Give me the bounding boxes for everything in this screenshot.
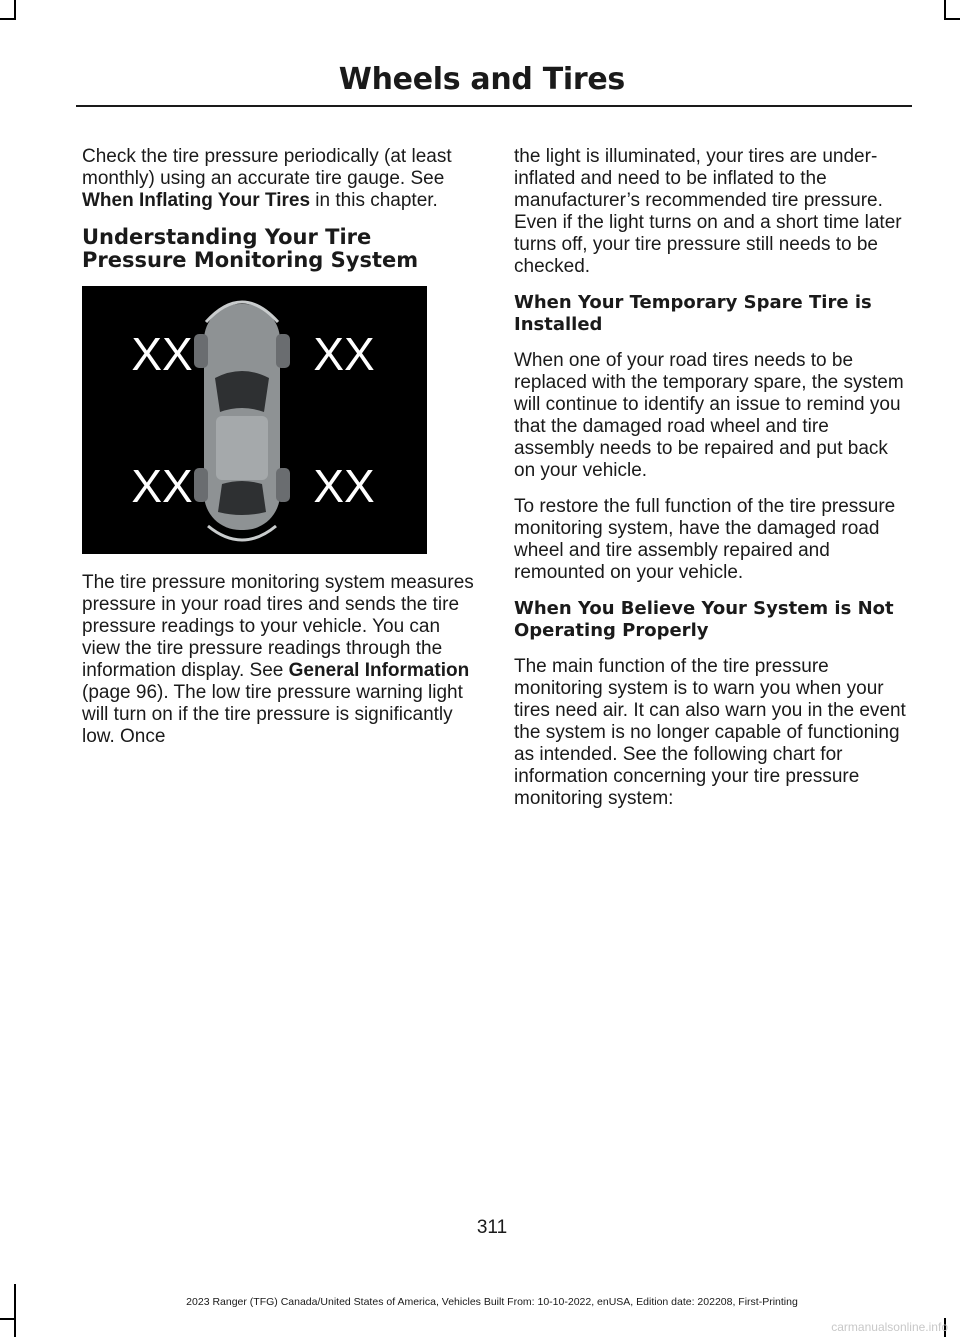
right-column <box>514 146 908 824</box>
cross-reference: When Inflating Your Tires <box>82 190 311 211</box>
tire-pressure-rear-right: XX <box>313 460 375 512</box>
crop-mark <box>0 1318 16 1320</box>
paragraph: To restore the full function of the tire pressure monitoring system, have the damaged road wheel and tire assembly repaired and remounted on your vehicle. <box>514 496 896 583</box>
crop-mark <box>14 1284 16 1337</box>
header-divider <box>76 105 912 107</box>
paragraph: the light is illuminated, your tires are under-inflated and need to be inflated to the manufacturer’s recommended tire pressure. Even if the light turns on and a short time later turns off, your tire pressure still needs to be checked. <box>514 146 902 277</box>
page-title: Wheels and Tires <box>338 62 625 97</box>
section-heading: Understanding Your Tire Pressure Monitoring System <box>82 225 419 272</box>
subsection-heading: When You Believe Your System is Not Operating Properly <box>514 598 894 641</box>
crop-mark <box>0 18 16 20</box>
subsection-heading: When Your Temporary Spare Tire is Installed <box>514 292 872 335</box>
tire-pressure-front-right: XX <box>313 328 375 380</box>
tire-pressure-rear-left: XX <box>131 460 193 512</box>
tire-pressure-front-left: XX <box>131 328 193 380</box>
cross-reference: General Information <box>288 660 470 681</box>
car-top-view-icon <box>194 302 290 540</box>
paragraph: Check the tire pressure periodically (at least monthly) using an accurate tire gauge. See When Inflating Your Tires in this chapter. <box>82 146 452 211</box>
left-column <box>82 146 476 762</box>
page-number: 311 <box>476 1217 508 1238</box>
crop-mark <box>944 18 960 20</box>
paragraph: When one of your road tires needs to be replaced with the temporary spare, the system will continue to identify an issue to remind you that the damaged road wheel and tire assembly needs to be repaired and put back on your vehicle. <box>514 350 904 481</box>
paragraph: The tire pressure monitoring system measures pressure in your road tires and sends the tire pressure readings to your vehicle. You can view the tire pressure readings through the information display. See General Information (page 96). The low tire pressure warning light will turn on if the tire pressure is significantly low. Once <box>82 572 474 747</box>
paragraph: The main function of the tire pressure monitoring system is to warn you when your tires need air. It can also warn you in the event the system is no longer capable of functioning as intended. See the following chart for information concerning your tire pressure monitoring system: <box>514 656 906 809</box>
watermark: carmanualsonline.info <box>831 1320 948 1334</box>
crop-mark <box>944 0 946 18</box>
tpms-display-figure <box>82 286 427 554</box>
crop-mark <box>14 0 16 18</box>
footer-text: 2023 Ranger (TFG) Canada/United States of America, Vehicles Built From: 10-10-2022, enUSA, Edition date: 202208, First-Printing <box>186 1296 798 1308</box>
